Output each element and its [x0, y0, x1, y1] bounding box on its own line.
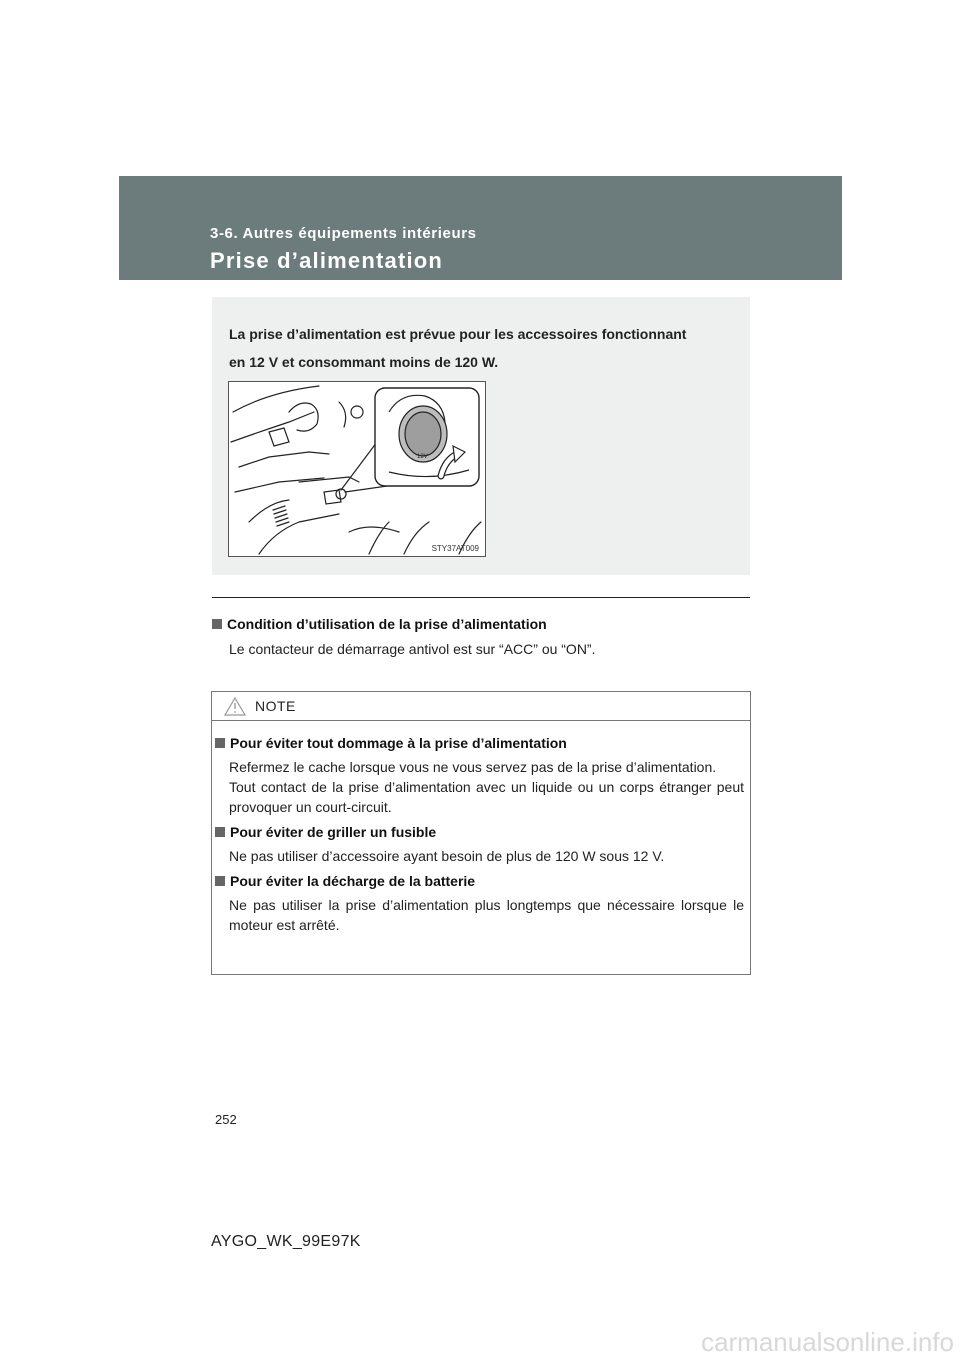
note-item-title [215, 733, 750, 753]
intro-box [212, 297, 750, 575]
note-item-body: Tout contact de la prise d’alimentation avec un liquide ou un corps étranger peut provoquer un court-circuit. [229, 779, 744, 815]
dashboard-drawing [229, 382, 485, 556]
intro-line-1: La prise d’alimentation est prévue pour les accessoires fonctionnant [229, 326, 687, 342]
socket-label: 12V [417, 454, 428, 460]
section-label: 3-6. Autres équipements intérieurs [210, 225, 477, 242]
note-item-body: Refermez le cache lorsque vous ne vous servez pas de la prise d’alimentation. [229, 759, 717, 775]
watermark: carmanualsonline.info [701, 1327, 954, 1357]
square-bullet-icon [215, 738, 225, 748]
square-bullet-icon [215, 827, 225, 837]
note-item [212, 733, 750, 817]
document-code: AYGO_WK_99E97K [211, 1233, 361, 1250]
note-content [212, 733, 750, 940]
note-header [212, 692, 750, 721]
power-outlet-illustration [228, 381, 486, 557]
note-item-title [215, 822, 750, 842]
note-item-title-text: Pour éviter la décharge de la batterie [230, 873, 476, 889]
page-number: 252 [215, 1112, 237, 1127]
intro-text [229, 320, 739, 376]
figure-code: STY37AT009 [431, 544, 479, 553]
intro-line-2: en 12 V et consommant moins de 120 W. [229, 354, 499, 370]
note-item-body: Ne pas utiliser la prise d’alimentation plus longtemps que nécessaire lorsque le moteur est arrêté. [229, 897, 744, 933]
header-banner [119, 176, 842, 280]
note-item [212, 822, 750, 866]
warning-triangle-icon [224, 697, 246, 716]
note-item-title [215, 871, 750, 891]
note-item-title-text: Pour éviter de griller un fusible [230, 824, 437, 840]
section-divider [212, 597, 750, 598]
square-bullet-icon [212, 619, 222, 629]
note-item-body: Ne pas utiliser d’accessoire ayant besoin de plus de 120 W sous 12 V. [229, 848, 665, 864]
note-item-title-text: Pour éviter tout dommage à la prise d’alimentation [230, 735, 567, 751]
condition-title-text: Condition d’utilisation de la prise d’alimentation [227, 616, 547, 632]
page-title: Prise d’alimentation [210, 248, 444, 273]
condition-body: Le contacteur de démarrage antivol est sur “ACC” ou “ON”. [229, 641, 596, 657]
note-box [211, 691, 751, 975]
note-label: NOTE [255, 698, 296, 714]
square-bullet-icon [215, 876, 225, 886]
condition-title [212, 616, 547, 632]
note-item [212, 871, 750, 935]
